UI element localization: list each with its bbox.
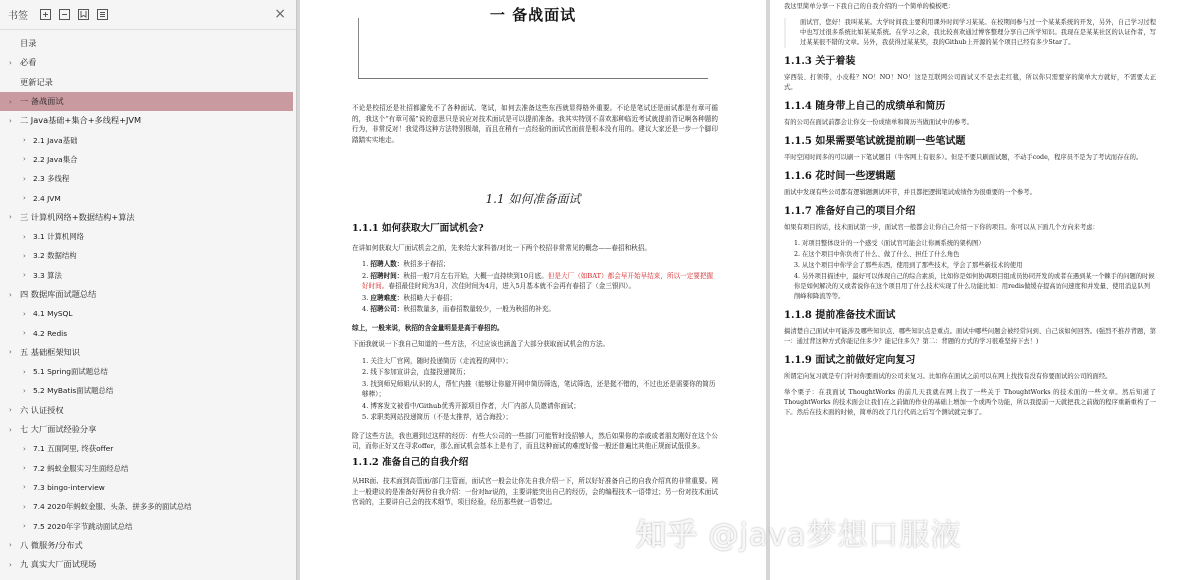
heading-1-1-6: 1.1.6 花时间一些逻辑题 [784, 171, 896, 182]
paragraph-1-1-9-example: 举个栗子：在我面试 ThoughtWorks 的前几天我就在网上找了一些关于 ThoughtWorks 的技术面的一些文章。然后知道了 ThoughtWorks 的技术面会让我们在之前做的作业的基础上增加一个或两个功能，所以我提前一天就把我之前做的程序重新重构了一下。然后在技术面的时候，简单的改了几行代码之后写个测试就完事了。 [784, 389, 1156, 416]
heading-1-1-4: 1.1.4 随身带上自己的成绩单和简历 [784, 101, 946, 112]
bookmark-label: 四 数据库面试题总结 [20, 289, 97, 299]
bookmark-item[interactable] [0, 439, 296, 458]
bookmark-label: 3.1 计算机网络 [33, 232, 85, 242]
bookmark-label: 六 认证授权 [20, 404, 64, 415]
bookmark-label: 2.2 Java集合 [33, 154, 78, 164]
bookmark-label: 7.1 五面阿里, 终获offer [33, 444, 114, 454]
list-item: 5. 求职类网站投递简历（不是太推荐，适合海投）； [362, 413, 513, 421]
chevron-right-icon[interactable]: › [23, 155, 26, 164]
highlight-red-text: 但是大厂（如BAT）都会早开始早结束，所以一定要把握好时间。 [362, 271, 714, 290]
bookmark-item[interactable] [0, 34, 296, 53]
bookmark-label: 更新记录 [20, 76, 53, 87]
heading-1-1-7: 1.1.7 准备好自己的项目介绍 [784, 206, 916, 217]
bookmark-item[interactable] [0, 478, 296, 497]
chevron-right-icon[interactable]: › [23, 232, 26, 241]
bookmarks-title: 书签 [8, 11, 28, 22]
page2-body [784, 2, 1156, 424]
chevron-right-icon[interactable]: › [23, 174, 26, 183]
paragraph-1-1-7: 如果有项目的话，技术面试第一步，面试官一般都会让你自己介绍一下你的项目。你可以从下面几个方向来考虑： [784, 224, 1099, 231]
chapter-rule-vertical [358, 18, 359, 78]
bookmark-label: 5.2 MyBatis面试题总结 [33, 386, 114, 396]
bookmark-item[interactable] [0, 92, 293, 111]
list-item: 3. 应聘难度：秋招略大于春招； [362, 293, 457, 302]
bookmark-item[interactable] [0, 420, 296, 439]
recruit-compare-list [362, 259, 718, 315]
bookmark-label: 一 备战面试 [20, 96, 64, 107]
bookmark-item[interactable] [0, 285, 296, 304]
chevron-right-icon[interactable]: › [9, 348, 12, 357]
chevron-right-icon[interactable]: › [23, 483, 26, 492]
bookmark-item[interactable] [0, 169, 296, 188]
project-intro-list [794, 239, 1156, 302]
bookmark-label: 7.5 2020年字节跳动面试总结 [33, 521, 133, 531]
bookmarks-header [0, 0, 296, 30]
add-bookmark-icon[interactable] [76, 8, 90, 22]
chapter-rule-horizontal [358, 78, 708, 79]
bookmark-label: 2.1 Java基础 [33, 135, 78, 145]
template-intro: 我这里简单分享一下我自己的自我介绍的一个简单的模板吧： [784, 3, 955, 10]
bookmark-item[interactable] [0, 323, 296, 342]
bookmark-label: 七 大厂面试经验分享 [20, 424, 97, 435]
chevron-right-icon[interactable]: › [9, 116, 12, 125]
list-item: 3. 从这个项目中你学会了那些东西，使用到了那些技术，学会了那些新技术的使用 [794, 262, 1023, 269]
list-item: 2. 招聘时间：秋招一般7月左右开始，大概一直持续到10月底。但是大厂（如BAT）都会早开始早结束，所以一定要把握好时间。春招最佳时间为3月，次佳时间为4月，进入5月基本就不会再有春招了（金三银四）。 [362, 271, 714, 290]
bookmark-label: 3.3 算法 [33, 270, 62, 280]
lead-line: 下面我就说一下我自己知道的一些方法，不过应该也涵盖了大部分获取面试机会的方法。 [352, 340, 610, 348]
bookmark-item[interactable] [0, 227, 296, 246]
chevron-right-icon[interactable]: › [9, 290, 12, 299]
chevron-right-icon[interactable]: › [23, 271, 26, 280]
bookmark-item[interactable] [0, 53, 296, 72]
paragraph-1-1-9: 所谓定向复习就是专门针对你要面试的公司来复习。比如你在面试之前可以在网上找找有没有你要面试的公司的面经。 [784, 373, 1112, 380]
intro-paragraph: 不论是校招还是社招都避免不了各种面试、笔试，如何去准备这些东西就显得格外重要。不论是笔试还是面试都是有章可循的，我这个“有章可循”说的意思只是说应对技术面试是可以提前准备。我其实特别不喜欢那种临近考试就提前背记啊各种题的行为，非常反对！我觉得这种方法特别极端，而且在稍有一点经验的面试官面前是根本没有用的。建议大家还是一步一个脚印踏踏实实地走。 [352, 104, 718, 144]
summary-line: 综上，一般来说，秋招的含金量明显是高于春招的。 [352, 323, 504, 332]
watermark [636, 510, 961, 554]
bookmark-item[interactable] [0, 459, 296, 478]
bookmark-label: 五 基础框架知识 [20, 346, 80, 357]
chevron-right-icon[interactable]: › [9, 560, 12, 569]
bookmark-label: 2.3 多线程 [33, 174, 70, 184]
bookmark-item[interactable] [0, 304, 296, 323]
bookmark-options-icon[interactable] [95, 8, 109, 22]
pdf-page-right [770, 0, 1200, 580]
bookmark-item[interactable] [0, 497, 296, 516]
paragraph-1-1-6: 面试中发现有些公司都有逻辑题测试环节，并且都把逻辑笔试成绩作为很重要的一个参考。 [784, 189, 1036, 196]
pdf-page-left [300, 0, 766, 580]
heading-1-1-3: 1.1.3 关于着装 [784, 56, 856, 67]
bookmark-label: 九 真实大厂面试现场 [20, 559, 97, 570]
bookmark-item[interactable] [0, 150, 296, 169]
paragraph-1-1-1: 在讲如何获取大厂面试机会之前，先来给大家科普/对比一下两个校招非常常见的概念——春招和秋招。 [352, 243, 651, 252]
bookmark-label: 目录 [20, 38, 37, 49]
paragraph-experience: 除了这些方法，我也遇到过这样的经历：有些大公司的一些部门可能暂时没招够人，然后如果你的亲戚或者朋友刚好在这个公司，而你正好又在寻求offer，那么面试机会基本上是有了，而且这种面试的难度好像一般还普遍比其他正规面试低很多。 [352, 431, 718, 450]
expand-all-icon[interactable] [38, 8, 52, 22]
list-item: 3. 找到师兄师姐/认识的人，帮忙内推（能够让你避开网申简历筛选，笔试筛选，还是挺不错的，不过也还是需要你的简历够棒）； [362, 379, 716, 398]
bookmark-item[interactable] [0, 516, 296, 535]
chevron-right-icon[interactable]: › [23, 251, 26, 260]
heading-1-1-8: 1.1.8 提前准备技术面试 [784, 310, 896, 321]
chevron-right-icon[interactable]: › [23, 386, 26, 395]
document-view[interactable] [298, 0, 1200, 580]
chevron-right-icon[interactable]: › [9, 425, 12, 434]
chevron-right-icon[interactable]: › [23, 464, 26, 473]
bookmark-item[interactable] [0, 130, 296, 149]
bookmark-item[interactable] [0, 555, 296, 574]
intro-block [352, 103, 718, 151]
bookmark-item[interactable] [0, 266, 296, 285]
chevron-right-icon[interactable]: › [23, 309, 26, 318]
list-item: 1. 招聘人数：秋招多于春招； [362, 260, 450, 268]
paragraph-1-1-8: 搞清楚自己面试中可能涉及哪些知识点、哪些知识点是重点。面试中哪些问题会被经常问到、自己该如何回答。(强烈不推荐背题，第一：通过背这种方式你能记住多少？能记住多久？第二：背题的方式的学习很难坚持下去！) [784, 328, 1156, 345]
chevron-right-icon[interactable]: › [9, 58, 12, 67]
self-intro-quote: 面试官，您好！我叫某某。大学时间我主要利用课外时间学习某某。在校期间参与过一个某某系统的开发，另外，自己学习过程中也写过很多系统比如某某系统。在学习之余，我比较喜欢通过博客整理分享自己所学知识。我现在是某某社区的认证作者，写过某某很不错的文章。另外，我获得过某某奖，我的Github上开源的某个项目已经有多少Star了。 [784, 18, 1156, 48]
paragraph-1-1-5: 平时空闲时间多的可以刷一下笔试题目（牛客网上有很多）。但是不要只刷面试题，不动手code，程序员不是为了考试而存在的。 [784, 154, 1143, 161]
paragraph-1-1-2: 从HR面、技术面到高管面/部门主管面，面试官一般会让你先自我介绍一下，所以好好准备自己的自我介绍真的非常重要。网上一般建议的是准备好两份自我介绍：一份对hr说的，主要讲能突出自己的经历，会的编程技术一语带过；另一份对技术面试官说的，主要讲自己会的技术细节，项目经验，经历那些就一语带过。 [352, 477, 718, 506]
watermark-text: @java梦想口服液 [708, 518, 962, 553]
bookmark-label: 3.2 数据结构 [33, 251, 77, 261]
bookmark-label: 4.2 Redis [33, 328, 68, 338]
chevron-right-icon[interactable]: › [23, 522, 26, 531]
bookmark-label: 7.2 蚂蚁金服实习生面经总结 [33, 463, 129, 473]
chevron-right-icon[interactable]: › [23, 502, 26, 511]
list-item: 4. 招聘公司：秋招数量多，而春招数量较少，一般为秋招的补充。 [362, 305, 556, 313]
bookmark-item[interactable] [0, 73, 296, 92]
bookmark-item[interactable] [0, 208, 296, 227]
bookmark-label: 必看 [20, 57, 37, 68]
paragraph-1-1-4: 有的公司在面试前都会让你交一份成绩单和简历当做面试中的参考。 [784, 119, 973, 126]
heading-1-1-2: 1.1.2 准备自己的自我介绍 [352, 456, 469, 468]
bookmark-label: 二 Java基础+集合+多线程+JVM [20, 115, 142, 126]
section-title: 1.1 如何准备面试 [485, 192, 581, 206]
chevron-right-icon[interactable]: › [23, 367, 26, 376]
section-body [352, 220, 718, 514]
chevron-right-icon[interactable]: › [23, 444, 26, 453]
bookmark-label: 7.4 2020年蚂蚁金服、头条、拼多多的面试总结 [33, 502, 192, 512]
chevron-right-icon[interactable]: › [23, 136, 26, 145]
list-item: 2. 在这个项目中你负责了什么、做了什么、担任了什么角色 [794, 251, 960, 258]
methods-list [362, 356, 718, 423]
bookmark-label: 三 计算机网络+数据结构+算法 [20, 211, 135, 222]
bookmark-item[interactable] [0, 536, 296, 555]
chevron-right-icon[interactable]: › [9, 97, 12, 106]
chevron-right-icon[interactable]: › [9, 406, 12, 415]
heading-1-1-9: 1.1.9 面试之前做好定向复习 [784, 355, 916, 366]
bookmark-label: 2.4 JVM [33, 193, 61, 203]
list-item: 1. 关注大厂官网，随时投递简历（走流程的网申）； [362, 356, 513, 365]
bookmark-item[interactable] [0, 381, 296, 400]
bookmark-item[interactable] [0, 343, 296, 362]
bookmark-item[interactable] [0, 246, 296, 265]
bookmark-label: 5.1 Spring面试题总结 [33, 367, 108, 377]
list-item: 4. 另外项目描述中，最好可以体现自己的综合素质，比如你是如何协调项目组成员协同开发的或者在遇到某一个棘手的问题的时候你是如何解决的又或者说你在这个项目用了什么技术实现了什么功能比如：用redis做缓存提高访问速度和并发量、使用消息队列削峰和降流等等。 [794, 273, 1155, 300]
heading-1-1-1: 1.1.1 如何获取大厂面试机会? [352, 223, 484, 234]
list-item: 4. 博客发文被看中/Github优秀开源项目作者，大厂内部人员邀请你面试； [362, 401, 580, 410]
close-icon[interactable]: × [274, 6, 286, 22]
chevron-right-icon[interactable]: › [9, 213, 12, 222]
collapse-all-icon[interactable] [57, 8, 71, 22]
chevron-right-icon[interactable]: › [23, 194, 26, 203]
bookmark-item[interactable] [0, 188, 296, 207]
bookmark-item[interactable] [0, 401, 296, 420]
list-item: 1. 对项目整体设计的一个感受（面试官可能会让你画系统的架构图） [794, 240, 985, 247]
paragraph-1-1-3: 穿西装、打领带，小皮鞋？NO！NO！NO！这是互联网公司面试又不是去走红毯，所以你只需要穿的简单大方就好，不需要太正式。 [784, 74, 1156, 91]
zhihu-logo: 知乎 [636, 518, 698, 553]
bookmarks-panel [0, 0, 297, 580]
bookmark-label: 7.3 bingo-interview [33, 482, 105, 492]
heading-1-1-5: 1.1.5 如果需要笔试就提前刷一些笔试题 [784, 136, 966, 147]
bookmarks-toolbar [38, 8, 109, 22]
bookmark-tree [0, 30, 296, 574]
chevron-right-icon[interactable]: › [23, 329, 26, 338]
bookmark-label: 八 微服务/分布式 [20, 539, 83, 550]
bookmark-item[interactable] [0, 362, 296, 381]
bookmark-label: 4.1 MySQL [33, 309, 73, 319]
bookmark-item[interactable] [0, 111, 296, 130]
list-item: 2. 线下参加宣讲会，直接投递简历； [362, 368, 470, 376]
chapter-title: 一 备战面试 [489, 6, 577, 24]
chevron-right-icon[interactable]: › [9, 541, 12, 550]
